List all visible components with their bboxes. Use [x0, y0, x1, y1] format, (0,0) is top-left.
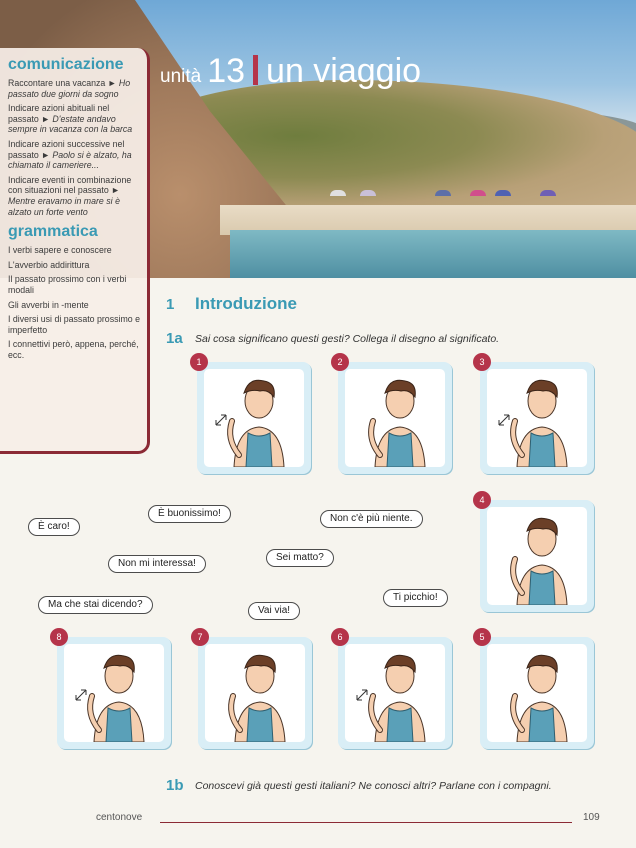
sidebar-list-item	[8, 300, 141, 311]
sidebar-item-text: Indicare eventi in combinazione con situazioni nel passato ►	[8, 174, 132, 196]
sidebar-list-item	[8, 245, 141, 256]
gesture-card	[337, 632, 452, 749]
page-word: centonove	[96, 812, 143, 823]
unit-label: unità	[160, 66, 202, 87]
unit-name: un viaggio	[266, 52, 422, 90]
gesture-number-badge: 5	[473, 628, 491, 646]
sidebar-list-item	[8, 139, 141, 171]
grammatica-heading: grammatica	[8, 223, 98, 241]
photo-sea	[230, 230, 636, 278]
meaning-label: È caro!	[28, 518, 80, 536]
unit-title	[160, 52, 421, 91]
sidebar-item-example: Ho passato due giorni da sogno	[8, 78, 131, 99]
gesture-card-picture	[204, 369, 304, 467]
gesture-card-picture	[205, 644, 305, 742]
sidebar-item-text: Indicare azioni successive nel passato ►	[8, 138, 125, 160]
comunicazione-list	[8, 78, 141, 217]
exercise-1b-instruction: Conoscevi già questi gesti italiani? Ne conosci altri? Parlane con i compagni.	[195, 780, 552, 792]
photo-umbrella	[540, 190, 556, 196]
gesture-number-badge: 1	[190, 353, 208, 371]
page-number: 109	[583, 812, 600, 823]
gesture-illustration	[64, 644, 164, 742]
photo-umbrella	[495, 190, 511, 196]
gesture-illustration	[487, 507, 587, 605]
sidebar-list-item	[8, 103, 141, 135]
gesture-number-badge: 6	[331, 628, 349, 646]
gesture-number-badge: 8	[50, 628, 68, 646]
photo-umbrella	[330, 190, 346, 196]
meaning-label: Sei matto?	[266, 549, 334, 567]
gesture-card-picture	[64, 644, 164, 742]
sidebar-list-item	[8, 260, 141, 271]
sidebar-item-text: Gli avverbi in -mente	[8, 299, 89, 310]
gesture-card-picture	[487, 644, 587, 742]
exercise-1b-label: 1b	[166, 777, 184, 794]
sidebar-item-text: Il passato prossimo con i verbi modali	[8, 274, 127, 295]
meaning-label: Ti picchio!	[383, 589, 448, 607]
gesture-card	[479, 357, 594, 474]
sidebar-list-item	[8, 78, 141, 99]
gesture-number-badge: 7	[191, 628, 209, 646]
sidebar-item-text: I diversi usi di passato prossimo e imperfetto	[8, 314, 141, 335]
exercise-1a-label: 1a	[166, 330, 183, 347]
gesture-card	[196, 357, 311, 474]
gesture-number-badge: 4	[473, 491, 491, 509]
meaning-label: È buonissimo!	[148, 505, 231, 523]
gesture-number-badge: 3	[473, 353, 491, 371]
sidebar-item-example: Mentre eravamo in mare si è alzato un forte vento	[8, 195, 120, 217]
sidebar-item-text: Raccontare una vacanza ►	[8, 78, 119, 88]
sidebar-list-item	[8, 314, 141, 335]
sidebar-item-text: I verbi sapere e conoscere	[8, 245, 112, 256]
gesture-number-badge: 2	[331, 353, 349, 371]
photo-umbrella	[435, 190, 451, 196]
grammatica-list	[8, 245, 141, 360]
gesture-card	[479, 495, 594, 612]
exercise-1a-instruction: Sai cosa significano questi gesti? Collega il disegno al significato.	[195, 333, 500, 345]
photo-umbrella	[360, 190, 376, 196]
comunicazione-heading: comunicazione	[8, 56, 124, 73]
meaning-label: Ma che stai dicendo?	[38, 596, 153, 614]
gesture-illustration	[487, 369, 587, 467]
section-title: Introduzione	[195, 294, 297, 313]
meaning-label: Non c'è più niente.	[320, 510, 423, 528]
gesture-card	[337, 357, 452, 474]
sidebar-item-text: Indicare azioni abituali nel passato ►	[8, 103, 110, 124]
title-divider	[253, 55, 258, 85]
sidebar-item-text: L'avverbio addirittura	[8, 259, 90, 270]
gesture-card-picture	[487, 369, 587, 467]
sidebar-list-item	[8, 274, 141, 295]
gesture-card	[479, 632, 594, 749]
gesture-illustration	[487, 644, 587, 742]
sidebar-list-item	[8, 175, 141, 217]
sidebar-item-example: D'estate andavo sempre in vacanza con la barca	[8, 113, 133, 135]
sidebar-item-example: Paolo si è alzato, ha chiamato il cameriere...	[8, 149, 132, 171]
meaning-label: Non mi interessa!	[108, 555, 206, 573]
gesture-illustration	[345, 644, 445, 742]
gesture-card	[56, 632, 171, 749]
photo-umbrella	[470, 190, 486, 196]
gesture-card-picture	[487, 507, 587, 605]
gesture-illustration	[205, 644, 305, 742]
gesture-illustration	[204, 369, 304, 467]
gesture-card-picture	[345, 644, 445, 742]
unit-overview-sidebar	[0, 48, 150, 454]
sidebar-item-text: I connettivi però, appena, perché, ecc.	[8, 339, 139, 360]
gesture-card-picture	[345, 369, 445, 467]
gesture-card	[197, 632, 312, 749]
unit-number: 13	[207, 52, 246, 90]
sidebar-list-item	[8, 339, 141, 360]
gesture-illustration	[345, 369, 445, 467]
footer-rule	[160, 822, 572, 823]
section-number: 1	[166, 296, 175, 313]
meaning-label: Vai via!	[248, 602, 300, 620]
